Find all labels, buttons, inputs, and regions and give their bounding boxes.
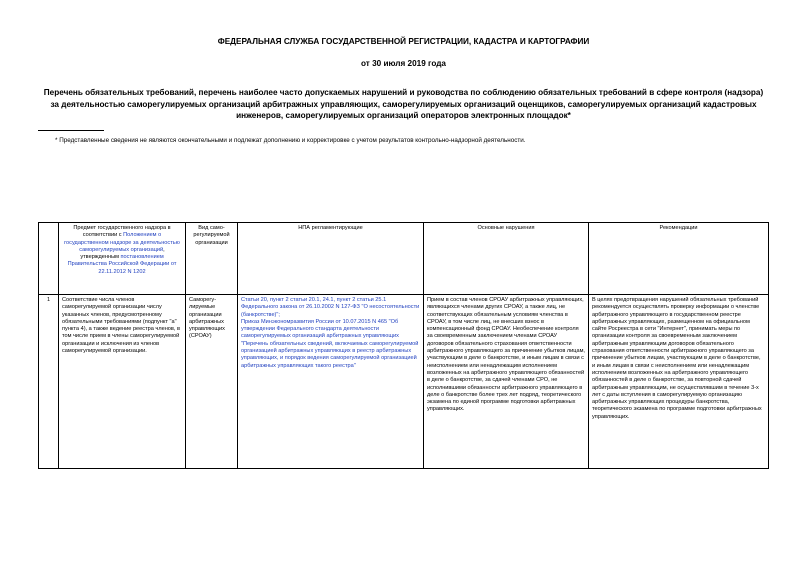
government-decree-link[interactable]: постановлением Правительства Российской Федерации от 22.11.2012 N 1202: [67, 254, 177, 275]
table-header-row: [39, 223, 769, 295]
row-npa: [238, 295, 424, 469]
footnote: * Представленные сведения не являются окончательными и подлежат дополнению и корректировке с учетом результатов контрольно-надзорной деятельности.: [55, 137, 526, 144]
header-npa: НПА регламентирующие: [238, 223, 424, 295]
header-org-type: Вид само-регулируемой организации: [186, 223, 238, 295]
header-subject: [59, 223, 186, 295]
header-violations: Основные нарушения: [424, 223, 589, 295]
agency-title: ФЕДЕРАЛЬНАЯ СЛУЖБА ГОСУДАРСТВЕННОЙ РЕГИСТРАЦИИ, КАДАСТРА И КАРТОГРАФИИ: [217, 37, 590, 46]
header-num: [39, 223, 59, 295]
document-title: Перечень обязательных требований, перечень наиболее часто допускаемых нарушений и руководства по соблюдению обязательных требований в сфере контроля (надзора) за деятельностью саморегулируемых организаций арбитражных управляющих, саморегулируемых организаций оценщиков, саморегулируемых организаций кадастровых инженеров, саморегулируемых организаций операторов электронных площадок*: [43, 88, 764, 120]
regulation-link[interactable]: Положением о государственном надзоре за деятельностью саморегулируемых организаций: [64, 232, 180, 253]
row-recommendations: В целях предотвращения нарушений обязательных требований рекомендуется осуществлять проверку информации о членстве арбитражного управляющего в государственном реестре арбитражных управляющих, размещенном на официальном сайте Росреестра в сети "Интернет", принимать меры по организации контроля за своевременным заключением арбитражным управляющим договоров обязательного страхования ответственности арбитражного управляющего за причинение убытков лицам, участвующим в деле о банкротстве, и иным лицам в связи с неисполнением или ненадлежащим исполнением возложенных на арбитражного управляющего обязанностей в деле о банкротстве, за повторной сдачей арбитражным управляющим, не осуществлявшим в течение 3-х лет с даты вступления в саморегулируемую организацию арбитражных управляющих процедуры банкротства, теоретического экзамена по программе подготовки арбитражных управляющих.: [589, 295, 769, 469]
requirements-table: [38, 222, 769, 469]
header-subject-text: Предмет государственного надзора в соответствии с: [73, 225, 171, 239]
row-org-type: Саморегу-лируемые организации арбитражных управляющих (СРОАУ): [186, 295, 238, 469]
row-subject: Соответствие числа членов саморегулируемой организации числу указанных членов, предусмотренному обязательными требованиями (подпункт "а" пункта 4), а также ведение реестра членов, в том числе прием в члены саморегулируемой организации и исключения из членов саморегулируемой организации.: [59, 295, 186, 469]
table-row: [39, 295, 769, 469]
header-subject-text-2: , утвержденным: [80, 246, 165, 261]
footnote-divider: [38, 130, 104, 131]
document-date: от 30 июля 2019 года: [361, 59, 446, 68]
ministry-order-link[interactable]: Приказ Минэкономразвития России от 10.07.2015 N 465 "Об утверждении Федерального стандарта деятельности саморегулируемых организаций арбитражных управляющих "Перечень обязательных сведений, включаемых саморегулируемой организацией арбитражных управляющих в реестр арбитражных управляющих, и порядок ведения саморегулируемой организацией арбитражных управляющих такого реестра": [241, 318, 419, 369]
header-recommendations: Рекомендации: [589, 223, 769, 295]
federal-law-link[interactable]: Статьи 20, пункт 2 статьи 20.1, 24.1, пункт 2 статьи 25.1 Федерального закона от 26.10.2002 N 127-ФЗ "О несостоятельности (банкротстве)";: [241, 297, 420, 318]
row-num: 1: [39, 295, 59, 469]
row-violations: Прием в состав членов СРОАУ арбитражных управляющих, являющихся членами других СРОАУ, а также лиц, не соответствующих обязательным условиям членства в СРОАУ, в том числе лиц, не внесших взнос в компенсационный фонд СРОАУ. Необеспечение контроля за своевременным заключением членами СРОАУ договоров обязательного страхования ответственности арбитражного управляющего за причинение убытков лицам, участвующим в деле о банкротстве, и иным лицам в связи с неисполнением или ненадлежащим исполнением возложенных на арбитражного управляющего обязанностей в деле о банкротстве, за сдачей членами СРО, не исполнившими обязанности арбитражного управляющего в деле о банкротстве более трех лет подряд, теоретического экзамена по единой программе подготовки арбитражных управляющих.: [424, 295, 589, 469]
